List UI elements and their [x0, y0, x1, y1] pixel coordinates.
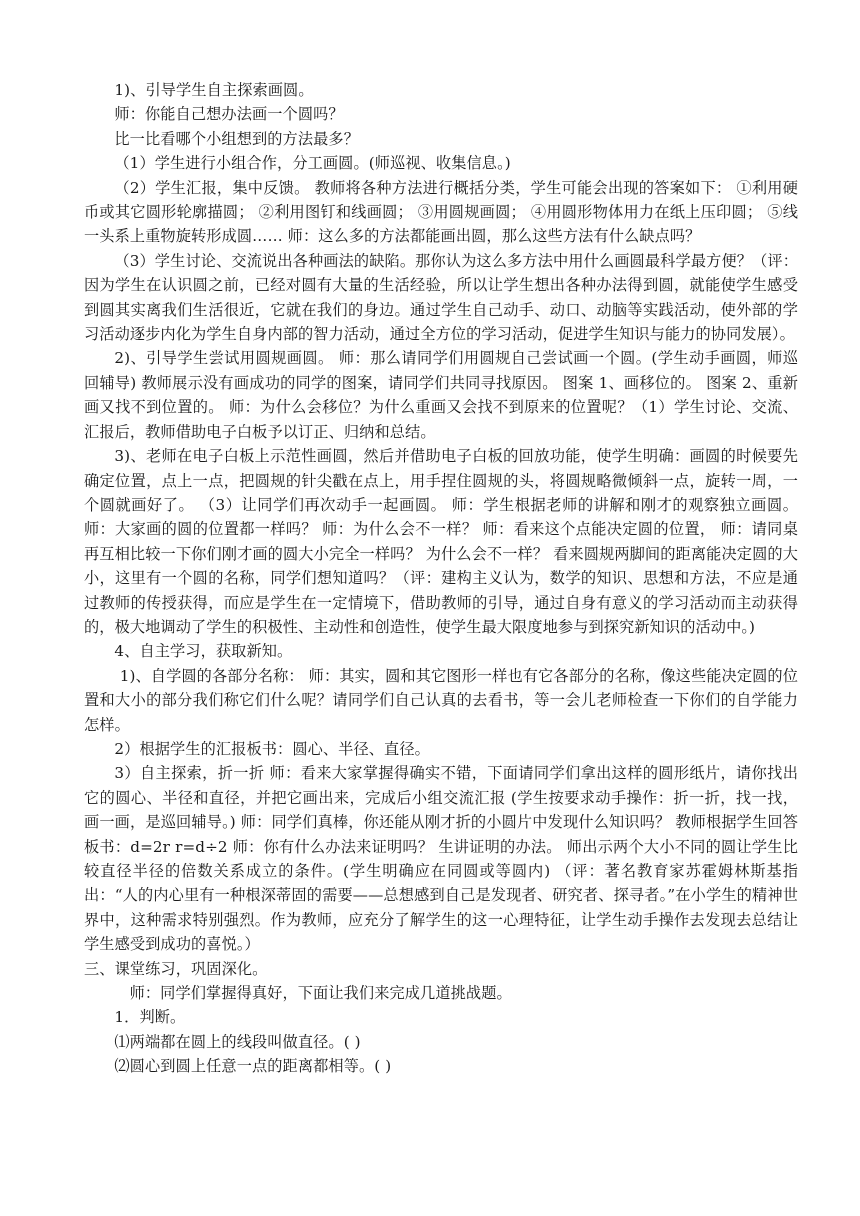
- paragraph-board-writing: 2）根据学生的汇报板书：圆心、半径、直径。: [114, 739, 430, 758]
- paragraph-teacher-question: 师：你能自己想办法画一个圆吗？: [114, 105, 344, 124]
- judgment-item-1: ⑴两端都在圆上的线段叫做直径。( ): [114, 1032, 361, 1051]
- paragraph-group-cooperation: （1）学生进行小组合作，分工画圆。(师巡视、收集信息。): [114, 154, 511, 173]
- judgment-item-2: ⑵圆心到圆上任意一点的距离都相等。( ): [114, 1057, 392, 1076]
- paragraph-student-report: （2）学生汇报，集中反馈。 教师将各种方法进行概括分类，学生可能会出现的答案如下： ①利用硬币或其它圆形轮廓描圆； ②利用图钉和线画圆； ③用圆规画圆； ④用圆形物体用力在纸上压印圆； ⑤线一头系上重物旋转形成圆…… 师：这么多的方法都能画出圆，那么这些方法有什么缺点吗？: [84, 178, 798, 246]
- paragraph-compare-groups: 比一比看哪个小组想到的方法最多？: [114, 129, 359, 148]
- paragraph-part-names: 1)、自学圆的各部分名称： 师：其实，圆和其它图形一样也有它各部分的名称，像这些能决定圆的位置和大小的部分我们称它们什么呢？请同学们自己认真的去看书，等一会儿老师检查一下你们的自学能力怎样。: [84, 666, 798, 734]
- paragraph-challenge-intro: 师：同学们掌握得真好，下面让我们来完成几道挑战题。: [129, 984, 512, 1003]
- paragraph-compass-try: 2)、引导学生尝试用圆规画圆。 师：那么请同学们用圆规自己尝试画一个圆。(学生动手画圆，师巡回辅导) 教师展示没有画成功的同学的图案，请同学们共同寻找原因。 图案 1、画移位的。 图案 2、重新画又找不到位置的。 师：为什么会移位？为什么重画又会找不到原来的位置呢？（1）学生讨论、交流、汇报后，教师借助电子白板予以订正、归纳和总结。: [84, 349, 798, 441]
- section-heading-practice: 三、课堂练习，巩固深化。: [84, 959, 268, 978]
- paragraph-fold-explore: 3）自主探索，折一折 师：看来大家掌握得确实不错，下面请同学们拿出这样的圆形纸片，请你找出它的圆心、半径和直径，并把它画出来，完成后小组交流汇报 (学生按要求动手操作：折一折，找一找，画一画，是巡回辅导。) 师：同学们真棒，你还能从刚才折的小圆片中发现什么知识吗？ 教师根据学生回答板书：d=2r r=d÷2 师：你有什么办法来证明吗？ 生讲证明的办法。 师出示两个大小不同的圆让学生比较直径半径的倍数关系成立的条件。(学生明确应在同圆或等圆内) （评：著名教育家苏霍姆林斯基指出：“人的内心里有一种根深蒂固的需要——总想感到自己是发现者、研究者、探寻者。”在小学生的精神世界中，这种需求特别强烈。作为教师，应充分了解学生的这一心理特征，让学生动手操作去发现去总结让学生感受到成功的喜悦。）: [84, 764, 798, 954]
- paragraph-self-study-heading: 4、自主学习，获取新知。: [114, 642, 293, 661]
- paragraph-whiteboard-demo: 3)、老师在电子白板上示范性画圆，然后并借助电子白板的回放功能，使学生明确：画圆的时候要先确定位置，点上一点，把圆规的针尖戳在点上，用手捏住圆规的头，将圆规略微倾斜一点，旋转一周，一个圆就画好了。 （3）让同学们再次动手一起画圆。 师：学生根据老师的讲解和刚才的观察独立画圆。 师：大家画的圆的位置都一样吗？ 师：为什么会不一样？ 师：看来这个点能决定圆的位置， 师：请同桌再互相比较一下你们刚才画的圆大小完全一样吗？ 为什么会不一样？ 看来圆规两脚间的距离能决定圆的大小，这里有一个圆的名称，同学们想知道吗？（评：建构主义认为，数学的知识、思想和方法，不应是通过教师的传授获得，而应是学生在一定情境下，借助教师的引导，通过自身有意义的学习活动而主动获得的，极大地调动了学生的积极性、主动性和创造性，使学生最大限度地参与到探究新知识的活动中。): [84, 447, 798, 636]
- paragraph-discussion: （3）学生讨论、交流说出各种画法的缺陷。那你认为这么多方法中用什么画圆最科学最方便？（评：因为学生在认识圆之前，已经对圆有大量的生活经验，所以让学生想出各种办法得到圆，就能使学生感受到圆其实离我们生活很近，它就在我们的身边。通过学生自己动手、动口、动脑等实践活动，使外部的学习活动逐步内化为学生自身内部的智力活动，通过全方位的学习活动，促进学生知识与能力的协同发展）。: [84, 251, 798, 344]
- paragraph-judgment-heading: 1．判断。: [114, 1008, 186, 1027]
- paragraph-explore-drawing: 1)、引导学生自主探索画圆。: [114, 81, 314, 99]
